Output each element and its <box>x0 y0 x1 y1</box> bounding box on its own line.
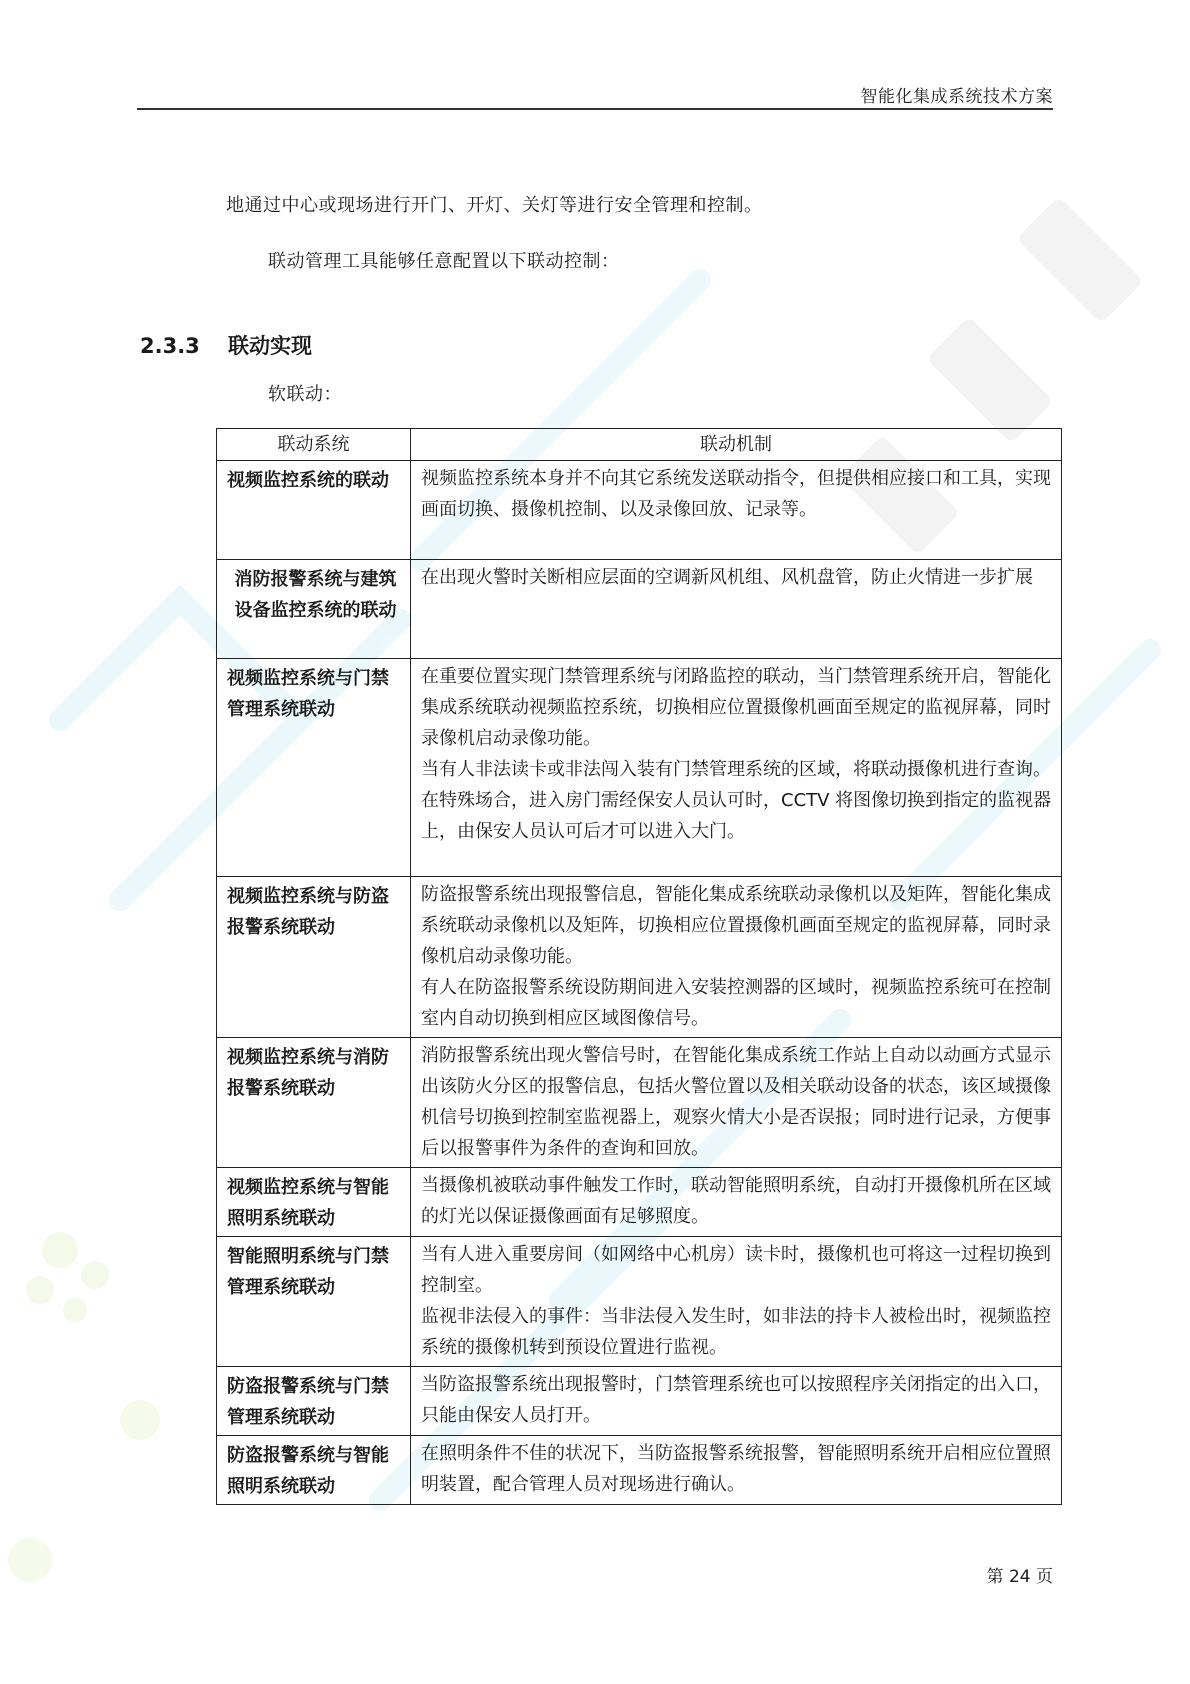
table-row <box>217 560 1062 659</box>
mechanism-text: 防盗报警系统出现报警信息，智能化集成系统联动录像机以及矩阵，智能化集成系统联动录像机以及矩阵，切换相应位置摄像机画面至规定的监视屏幕，同时录像机启动录像功能。 <box>421 884 1051 967</box>
intro-paragraph-1: 地通过中心或现场进行开门、开灯、关灯等进行安全管理和控制。 <box>226 195 763 216</box>
table-row <box>217 1367 1062 1436</box>
mechanism-cell <box>411 461 1062 560</box>
mechanism-cell <box>411 659 1062 877</box>
mechanism-text: 消防报警系统出现火警信号时，在智能化集成系统工作站上自动以动画方式显示出该防火分区的报警信息，包括火警位置以及相关联动设备的状态，该区域摄像机信号切换到控制室监视器上，观察火情大小是否误报；同时进行记录，方便事后以报警事件为条件的查询和回放。 <box>421 1045 1051 1159</box>
mechanism-text: 当有人进入重要房间（如网络中心机房）读卡时，摄像机也可将这一过程切换到控制室。 <box>421 1244 1051 1296</box>
table-row <box>217 1038 1062 1168</box>
system-cell: 视频监控系统与消防报警系统联动 <box>217 1038 411 1168</box>
mechanism-cell <box>411 1367 1062 1436</box>
mechanism-cell <box>411 1168 1062 1237</box>
system-cell: 消防报警系统与建筑设备监控系统的联动 <box>217 560 411 659</box>
table-row <box>217 1436 1062 1505</box>
mechanism-text: 当防盗报警系统出现报警时，门禁管理系统也可以按照程序关闭指定的出入口，只能由保安人员打开。 <box>421 1374 1051 1426</box>
mechanism-cell <box>411 1038 1062 1168</box>
mechanism-text: 有人在防盗报警系统设防期间进入安装控测器的区域时，视频监控系统可在控制室内自动切换到相应区域图像信号。 <box>421 977 1051 1029</box>
mechanism-text: 在重要位置实现门禁管理系统与闭路监控的联动，当门禁管理系统开启，智能化集成系统联动视频监控系统，切换相应位置摄像机画面至规定的监视屏幕，同时录像机启动录像功能。 <box>421 666 1051 749</box>
column-header-system: 联动系统 <box>217 429 411 461</box>
section-heading <box>140 330 312 360</box>
mechanism-text: 视频监控系统本身并不向其它系统发送联动指令，但提供相应接口和工具，实现画面切换、摄像机控制、以及录像回放、记录等。 <box>421 468 1051 520</box>
mechanism-text: 监视非法侵入的事件：当非法侵入发生时，如非法的持卡人被检出时，视频监控系统的摄像机转到预设位置进行监视。 <box>421 1306 1051 1358</box>
system-cell: 视频监控系统与智能照明系统联动 <box>217 1168 411 1237</box>
table-row <box>217 1237 1062 1367</box>
mechanism-cell <box>411 560 1062 659</box>
table-header-row <box>217 429 1062 461</box>
mechanism-text: 当摄像机被联动事件触发工作时，联动智能照明系统，自动打开摄像机所在区域的灯光以保证摄像画面有足够照度。 <box>421 1175 1051 1227</box>
system-cell: 智能照明系统与门禁管理系统联动 <box>217 1237 411 1367</box>
mechanism-text: 在特殊场合，进入房门需经保安人员认可时，CCTV 将图像切换到指定的监视器上，由保安人员认可后才可以进入大门。 <box>421 790 1052 842</box>
header-rule <box>137 108 1053 110</box>
table-row <box>217 659 1062 877</box>
table-row <box>217 1168 1062 1237</box>
system-cell: 防盗报警系统与智能照明系统联动 <box>217 1436 411 1505</box>
page-number: 第 24 页 <box>986 1567 1053 1587</box>
mechanism-text: 当有人非法读卡或非法闯入装有门禁管理系统的区域，将联动摄像机进行查询。 <box>421 759 1051 780</box>
mechanism-cell <box>411 1237 1062 1367</box>
system-cell: 视频监控系统与防盗报警系统联动 <box>217 877 411 1038</box>
system-cell: 视频监控系统的联动 <box>217 461 411 560</box>
section-number: 2.3.3 <box>140 334 200 358</box>
intro-paragraph-2: 联动管理工具能够任意配置以下联动控制： <box>268 251 620 272</box>
subheading: 软联动： <box>268 384 342 405</box>
table-row <box>217 877 1062 1038</box>
mechanism-text: 在照明条件不佳的状况下，当防盗报警系统报警，智能照明系统开启相应位置照明装置，配合管理人员对现场进行确认。 <box>421 1443 1051 1495</box>
linkage-table <box>216 428 1062 1505</box>
system-cell: 视频监控系统与门禁管理系统联动 <box>217 659 411 877</box>
section-title: 联动实现 <box>228 334 312 358</box>
mechanism-cell <box>411 1436 1062 1505</box>
mechanism-cell <box>411 877 1062 1038</box>
mechanism-text: 在出现火警时关断相应层面的空调新风机组、风机盘管，防止火情进一步扩展 <box>421 567 1033 588</box>
table-row <box>217 461 1062 560</box>
header-title: 智能化集成系统技术方案 <box>860 87 1053 107</box>
column-header-mechanism: 联动机制 <box>411 429 1062 461</box>
system-cell: 防盗报警系统与门禁管理系统联动 <box>217 1367 411 1436</box>
